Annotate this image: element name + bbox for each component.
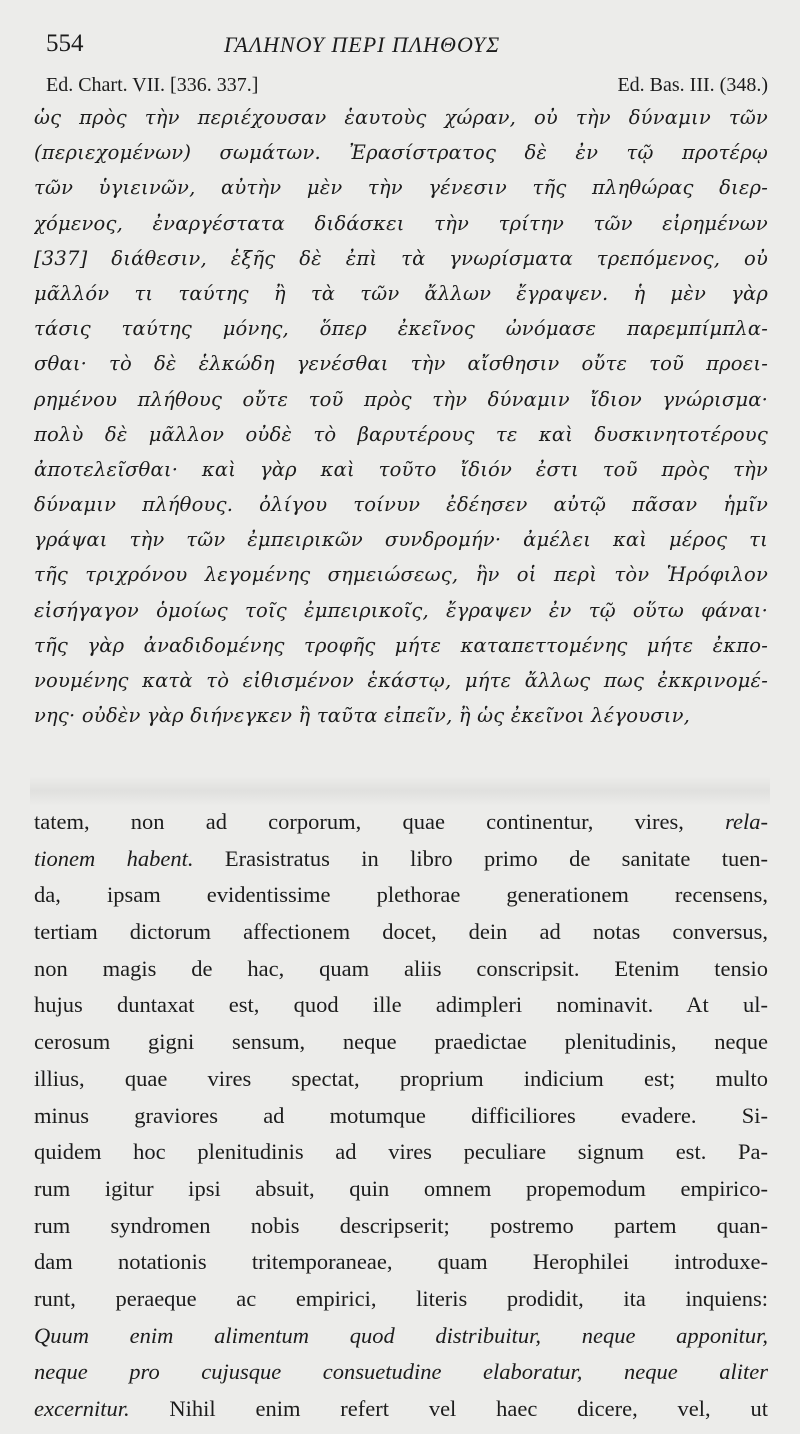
greek-line: δύναμιν πλήθους. ὀλίγου τοίνυν ἐδέησεν αὐτῷ πᾶσαν ἡμῖν [34, 493, 768, 517]
edition-references [46, 74, 768, 102]
greek-text-block [34, 100, 768, 733]
greek-line: ρημένου πλήθους οὔτε τοῦ πρὸς τὴν δύναμιν ἴδιον γνώρισμα· [34, 387, 768, 411]
latin-line: hujus duntaxat est, quod ille adimpleri nominavit. At ul- [34, 992, 768, 1018]
edition-reference-basel: Ed. Bas. III. (348.) [617, 74, 768, 96]
page-number: 554 [46, 30, 84, 57]
edition-reference-chartier: Ed. Chart. VII. [336. 337.] [46, 74, 259, 96]
greek-line: τῆς γὰρ ἀναδιδομένης τροφῆς μήτε καταπεττομένης μήτε ἐκπο- [34, 633, 768, 657]
greek-line: νουμένης κατὰ τὸ εἰθισμένον ἑκάστῳ, μήτε ἄλλως πως ἐκκρινομέ- [34, 669, 768, 692]
greek-line: (περιεχομένων) σωμάτων. Ἐρασίστρατος δὲ ἐν τῷ προτέρῳ [34, 141, 768, 165]
latin-line: runt, peraeque ac empirici, literis prodidit, ita inquiens: [34, 1285, 768, 1311]
latin-line: minus graviores ad motumque difficiliores evadere. Si- [34, 1102, 768, 1128]
latin-text: Nihil enim refert vel haec dicere, vel, ut [129, 1396, 768, 1421]
latin-italic-text: excernitur. [34, 1396, 130, 1421]
latin-line [34, 841, 768, 878]
latin-line: illius, quae vires spectat, proprium indicium est; multo [34, 1065, 768, 1091]
latin-italic-line: neque pro cujusque consuetudine elaboratur, neque aliter [34, 1359, 768, 1385]
greek-line: σθαι· τὸ δὲ ἑλκώδη γενέσθαι τὴν αἴσθησιν οὔτε τοῦ προει- [34, 352, 768, 376]
latin-line: rum igitur ipsi absuit, quin omnem propemodum empirico- [34, 1175, 768, 1201]
latin-text: tatem, non ad corporum, quae continentur, vires, [34, 809, 726, 834]
latin-line: tertiam dictorum affectionem docet, dein ad notas conversus, [34, 919, 768, 945]
latin-line: cerosum gigni sensum, neque praedictae plenitudinis, neque [34, 1029, 768, 1055]
greek-line: ὡς πρὸς τὴν περιέχουσαν ἑαυτοὺς χώραν, οὐ τὴν δύναμιν τῶν [34, 106, 768, 129]
greek-line: νης· οὐδὲν γὰρ διήνεγκεν ἢ ταῦτα εἰπεῖν, ἢ ὡς ἐκεῖνοι λέγουσιν, [34, 704, 691, 728]
greek-line: εἰσήγαγον ὁμοίως τοῖς ἐμπειρικοῖς, ἔγραψεν ἐν τῷ οὕτω φάναι· [34, 598, 768, 622]
latin-italic-text: tionem habent. [34, 845, 194, 871]
greek-line: τῶν ὑγιεινῶν, αὐτὴν μὲν τὴν γένεσιν τῆς πληθώρας διερ- [34, 176, 768, 200]
greek-line: χόμενος, ἐναργέστατα διδάσκει τὴν τρίτην τῶν εἰρημένων [34, 211, 768, 235]
latin-text: Erasistratus in libro primo de sanitate tuen- [193, 845, 768, 871]
latin-line: rum syndromen nobis descripserit; postremo partem quan- [34, 1212, 768, 1238]
greek-line: [337] διάθεσιν, ἑξῆς δὲ ἐπὶ τὰ γνωρίσματα τρεπόμενος, οὐ [34, 246, 768, 270]
running-title: ΓΑΛΗΝΟΥ ΠΕΡΙ ΠΛΗΘΟΥΣ [224, 32, 501, 57]
greek-line: τῆς τριχρόνου λεγομένης σημειώσεως, ἣν οἱ περὶ τὸν Ἡρόφιλον [34, 563, 768, 587]
page-header [46, 26, 606, 62]
latin-line [34, 804, 768, 841]
latin-line: non magis de hac, quam aliis conscripsit. Etenim tensio [34, 955, 768, 981]
latin-line: dam notationis tritemporaneae, quam Herophilei introduxe- [34, 1249, 768, 1275]
bleed-through-line [30, 776, 770, 806]
latin-text-block [34, 804, 768, 1428]
greek-line: τάσις ταύτης μόνης, ὅπερ ἐκεῖνος ὠνόμασε παρεμπίμπλα- [34, 317, 768, 341]
greek-line: μᾶλλόν τι ταύτης ἢ τὰ τῶν ἄλλων ἔγραψεν. ἡ μὲν γὰρ [34, 281, 768, 305]
latin-italic-line: Quum enim alimentum quod distribuitur, neque apponitur, [34, 1322, 768, 1348]
latin-line: da, ipsam evidentissime plethorae generationem recensens, [34, 882, 768, 908]
greek-line: πολὺ δὲ μᾶλλον οὐδὲ τὸ βαρυτέρους τε καὶ δυσκινητοτέρους [34, 422, 768, 446]
greek-line: γράψαι τὴν τῶν ἐμπειρικῶν συνδρομήν· ἀμέλει καὶ μέρος τι [34, 528, 768, 552]
greek-line: ἀποτελεῖσθαι· καὶ γὰρ καὶ τοῦτο ἴδιόν ἐστι τοῦ πρὸς τὴν [34, 457, 768, 481]
latin-line [34, 1391, 768, 1428]
latin-italic-text: rela- [725, 809, 768, 834]
latin-line: quidem hoc plenitudinis ad vires peculiare signum est. Pa- [34, 1139, 768, 1165]
